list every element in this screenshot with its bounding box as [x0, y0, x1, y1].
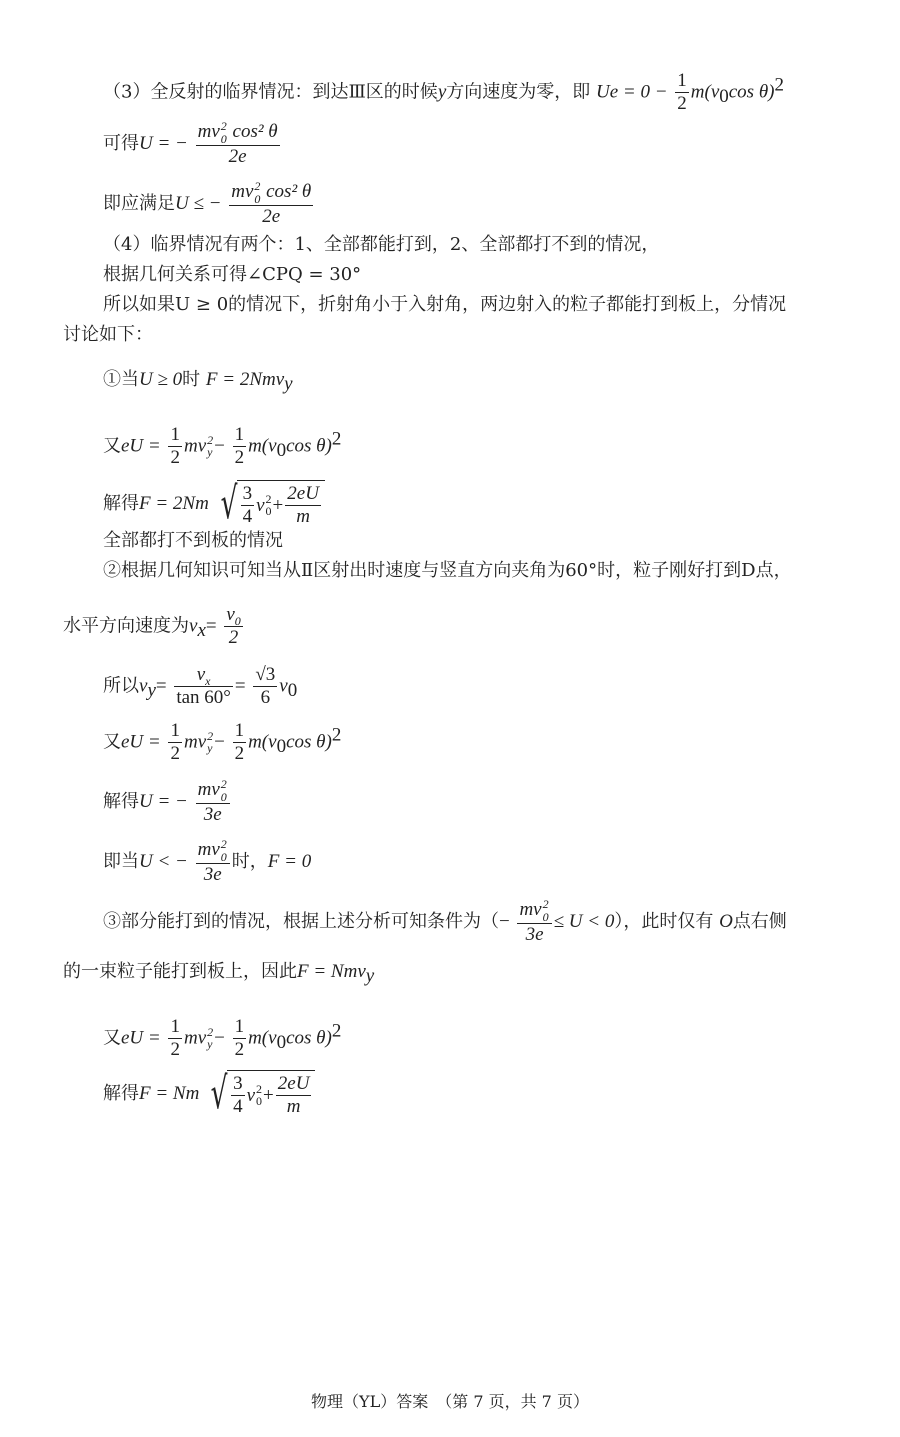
solution-1: 解得F = 2Nm √ $\frac{3}{4}$ v 2 0 + $\frac{2eU}{m}$: [103, 480, 325, 528]
when-line: 即当U < − mv 2 0 3e 时，F = 0: [103, 837, 312, 886]
solution-2: 解得U = − mv 2 0 3e: [103, 778, 232, 826]
sqrt: √ $\frac{3}{4}$ v 2 0 + $\frac{2eU}{m}$: [205, 1070, 315, 1118]
p4-line1: （4）临界情况有两个：1、全部都能打到，2、全部都打不到的情况，: [103, 234, 660, 255]
case3-line1: ③部分能打到的情况，根据上述分析可知条件为（− mv 2 0 3e ≤ U < 0），此时仅有 O点右侧: [103, 897, 787, 946]
none-hit-line: 全部都打不到板的情况: [103, 530, 283, 551]
p4-line2: 根据几何关系可得∠CPQ = 30°: [103, 264, 362, 285]
solution-3: 解得F = Nm √ $\frac{3}{4}$ v 2 0 + $\frac{2eU}{m}$: [103, 1070, 315, 1118]
energy-eq-2: 又eU = $\frac{1}{2}$ mv 2 y − $\frac{1}{2}$ $m(v_0\cos$ θ)$^2$: [103, 720, 342, 764]
case2-line2: 水平方向速度为$v_x=$ $\frac{v_0}{2}$: [63, 604, 241, 648]
p3-condition: 即应满足U ≤ − mv 2 0 cos² θ 2e: [103, 179, 312, 228]
energy-eq-3: 又eU = $\frac{1}{2}$ mv 2 y − $\frac{1}{2}$ $m(v_0\cos$ θ)$^2$: [103, 1016, 342, 1060]
fraction: mv 2 0 cos² θ 2e: [197, 119, 278, 168]
p4-line4: 讨论如下：: [63, 324, 153, 345]
case3-line2: 的一束粒子能打到板上，因此F = Nmv$_y$: [63, 961, 375, 987]
p3-result: 可得U = − mv 2 0 cos² θ 2e: [103, 119, 278, 168]
p3-line: （3）全反射的临界情况：到达Ⅲ区的时候y方向速度为零，即 Ue = 0 − $\frac{1}{2}$ $m(v_0\cos$ θ)$^2$: [103, 70, 784, 114]
sqrt: √ $\frac{3}{4}$ v 2 0 + $\frac{2eU}{m}$: [215, 480, 325, 528]
page-footer: 物理（YL）答案 （第 7 页，共 7 页）: [311, 1392, 589, 1411]
fraction: mv 2 0 cos² θ 2e: [231, 179, 312, 228]
case1-line: ①当U ≥ 0时 F = 2Nmv$_y$: [103, 369, 293, 395]
p4-line3: 所以如果U ≥ 0的情况下，折射角小于入射角，两边射入的粒子都能打到板上，分情况: [103, 294, 787, 315]
vy-line: 所以$v_y=$ $\frac{v_x}{\tan 60^\circ}$ = $\frac{√3}{6}$ $v_0$: [103, 664, 298, 708]
fraction: $\frac{1}{2}$: [677, 70, 687, 114]
case2-line1: ②根据几何知识可知当从Ⅱ区射出时速度与竖直方向夹角为60°时，粒子刚好打到D点，: [103, 560, 792, 581]
energy-eq-1: 又eU = $\frac{1}{2}$ mv 2 y − $\frac{1}{2}$ $m(v_0\cos$ θ)$^2$: [103, 424, 342, 468]
